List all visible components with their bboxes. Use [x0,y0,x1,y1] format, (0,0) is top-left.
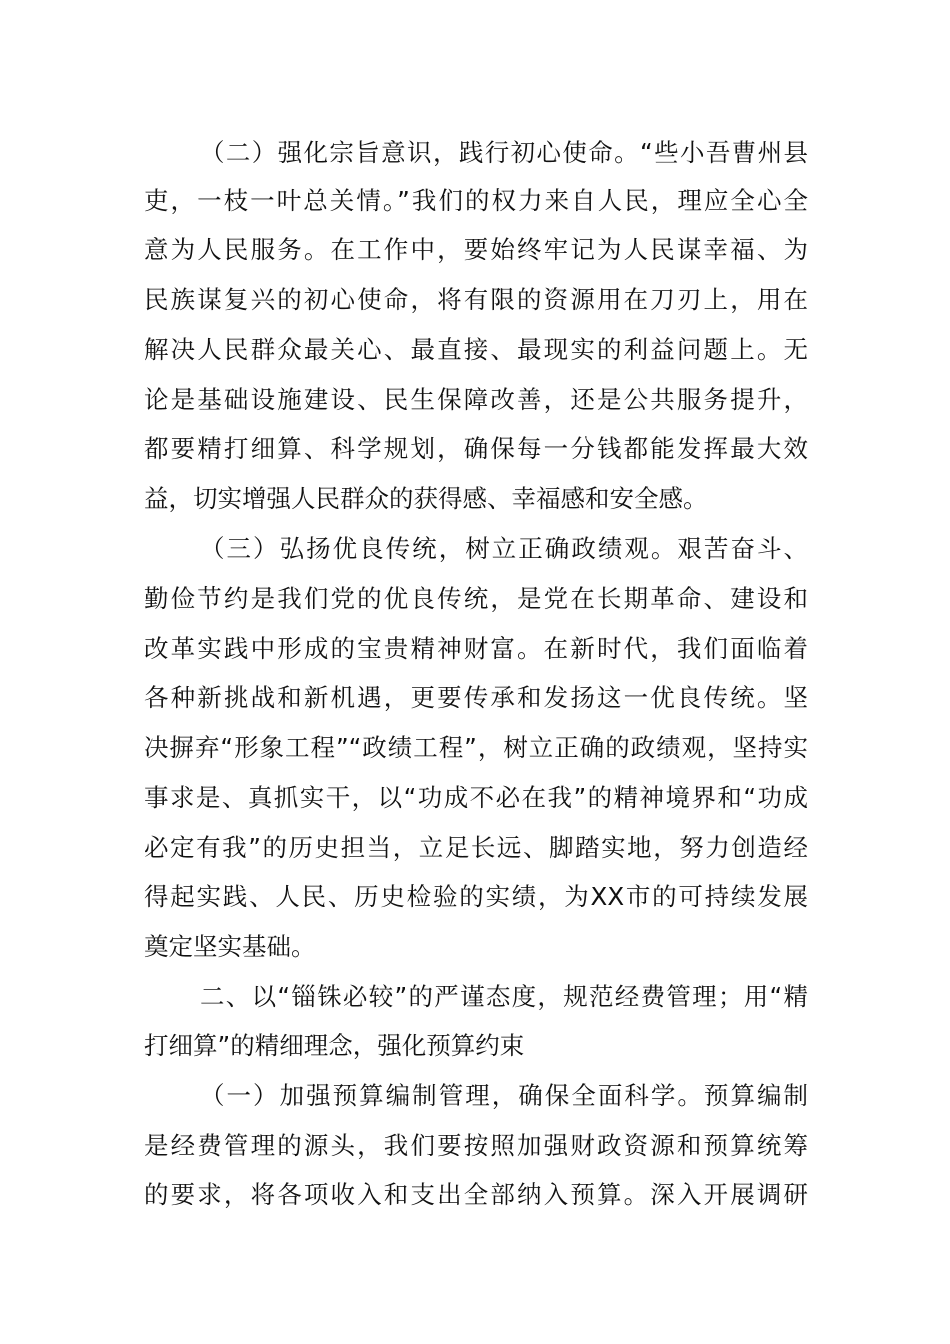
body-text-line: 解决人民群众最关心、最直接、最现实的利益问题上。无 [144,335,808,364]
body-text-line: 必定有我”的历史担当，立足长远、脚踏实地，努力创造经 [144,833,808,862]
chapter-2-heading-line: 打细算”的精细理念，强化预算约束 [144,1031,525,1060]
body-text-line: 论是基础设施建设、民生保障改善，还是公共服务提升， [144,385,808,414]
body-text-line: 改革实践中形成的宝贵精神财富。在新时代，我们面临着 [144,634,808,663]
body-text-line: 是经费管理的源头，我们要按照加强财政资源和预算统筹 [144,1131,808,1160]
subsection-1-heading-line: （一）加强预算编制管理，确保全面科学。预算编制 [200,1081,808,1110]
section-3-heading-line: （三）弘扬优良传统，树立正确政绩观。艰苦奋斗、 [200,534,808,563]
body-text-line: 都要精打细算、科学规划，确保每一分钱都能发挥最大效 [144,434,808,463]
body-text-line: 决摒弃“形象工程”“政绩工程”，树立正确的政绩观，坚持实 [144,733,808,762]
body-text-line: 意为人民服务。在工作中，要始终牢记为人民谋幸福、为 [144,235,808,264]
body-text-line: 得起实践、人民、历史检验的实绩，为XX市的可持续发展 [144,882,808,911]
body-text-line: 吏，一枝一叶总关情。”我们的权力来自人民，理应全心全 [144,186,808,215]
body-text-line: 益，切实增强人民群众的获得感、幸福感和安全感。 [144,484,708,513]
body-text-line: 勤俭节约是我们党的优良传统，是党在长期革命、建设和 [144,584,808,613]
body-text-line: 民族谋复兴的初心使命，将有限的资源用在刀刃上，用在 [144,285,808,314]
body-text-line: 的要求，将各项收入和支出全部纳入预算。深入开展调研 [144,1180,808,1209]
body-text-line: 奠定坚实基础。 [144,932,316,961]
section-2-heading-line: （二）强化宗旨意识，践行初心使命。“些小吾曹州县 [200,138,808,167]
body-text-line: 各种新挑战和新机遇，更要传承和发扬这一优良传统。坚 [144,683,808,712]
body-text-line: 事求是、真抓实干，以“功成不必在我”的精神境界和“功成 [144,783,808,812]
chapter-2-heading-line: 二、以“锱铢必较”的严谨态度，规范经费管理；用“精 [200,982,808,1011]
